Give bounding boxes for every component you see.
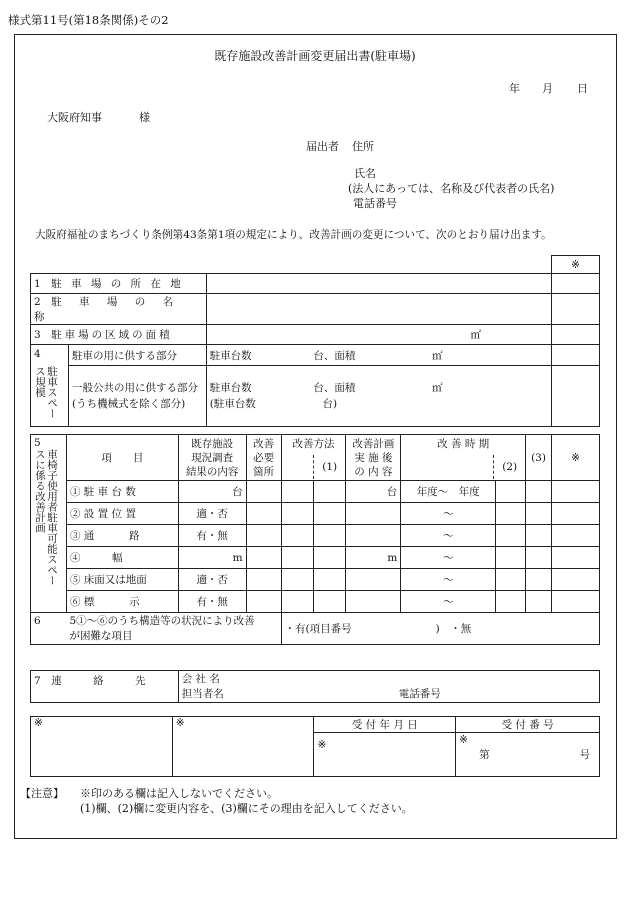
row3-num: 3 — [34, 329, 41, 341]
header-existing-2: 現況調査 — [191, 451, 234, 464]
contact-company: 会 社 名 — [181, 672, 220, 685]
row4b-sub-unit: 台) — [322, 398, 338, 410]
plan-value[interactable] — [346, 503, 401, 525]
section5-vertical-label: 車椅子使用者駐車可能スペースに係る改善計画 — [34, 449, 58, 586]
table-row — [31, 569, 600, 591]
notes-line1: ※印のある欄は記入しないでください。 — [80, 787, 278, 800]
office-mark1: ※ — [31, 717, 173, 777]
row2-mark — [552, 294, 600, 325]
plan-value[interactable] — [346, 591, 401, 613]
row3-unit: ㎡ — [470, 329, 482, 341]
date-month: 月 — [542, 82, 553, 95]
item-label: ③ 通 路 — [66, 525, 178, 547]
office-mark4: ※ — [459, 734, 468, 746]
plan-value[interactable] — [346, 525, 401, 547]
existing-value[interactable]: 適・否 — [178, 569, 246, 591]
row6-text1: 5①〜⑥のうち構造等の状況により改善 — [69, 614, 255, 627]
timing-value[interactable]: 〜 — [401, 547, 496, 569]
row4a-label: 駐車の用に供する部分 — [68, 345, 206, 366]
timing-value[interactable]: 〜 — [401, 591, 496, 613]
received-date-header: 受 付 年 月 日 — [314, 717, 456, 733]
header-mark: ※ — [552, 435, 600, 481]
item-label: ② 設 置 位 置 — [66, 503, 178, 525]
row3-value[interactable] — [206, 325, 551, 345]
timing-value[interactable]: 〜 — [401, 569, 496, 591]
row1-num: 1 — [34, 278, 41, 290]
contact-phone: 電話番号 — [398, 687, 441, 700]
existing-value[interactable]: m — [178, 547, 246, 569]
existing-value[interactable]: 有・無 — [178, 525, 246, 547]
table-row — [31, 481, 600, 503]
plan-value[interactable] — [346, 569, 401, 591]
item-label: ⑤ 床面又は地面 — [66, 569, 178, 591]
row4b-label1: 一般公共の用に供する部分 — [71, 382, 198, 394]
row4a-unit: 台、面積 — [313, 349, 356, 362]
date-year: 年 — [509, 82, 520, 95]
table-row — [31, 547, 600, 569]
row4b-value[interactable] — [206, 366, 551, 427]
row3-label: 駐車場の区域の面積 — [51, 329, 173, 341]
header-required-2: 必要 — [253, 451, 275, 464]
row2-value[interactable] — [206, 294, 551, 325]
mark-header: ※ — [552, 256, 600, 274]
row4b-sub: (駐車台数 — [209, 398, 256, 410]
addressee-honorific: 様 — [139, 111, 150, 124]
row4b-label2: (うち機械式を除く部分) — [71, 398, 186, 410]
header-existing-1: 既存施設 — [191, 437, 234, 450]
header-method-sub: (1) — [322, 461, 338, 473]
table-row — [31, 591, 600, 613]
row4-vertical-label: 駐車スペース規模 — [34, 366, 58, 419]
row6-num: 6 — [31, 613, 67, 645]
contact-table — [30, 670, 600, 703]
header-plan-1: 改善計画 — [352, 437, 395, 450]
row4b-mark — [552, 366, 600, 427]
row4a-count: 駐車台数 — [209, 349, 252, 362]
item-label: ⑥ 標 示 — [66, 591, 178, 613]
office-mark3: ※ — [314, 733, 456, 777]
page-title: 既存施設改善計画変更届出書(駐車場) — [214, 49, 416, 63]
improvement-table — [30, 434, 600, 645]
row6-text2: が困難な項目 — [69, 629, 133, 642]
header-required-3: 箇所 — [253, 465, 275, 478]
row4b-count: 駐車台数 — [209, 382, 252, 394]
facility-table — [30, 255, 600, 427]
row2-num: 2 — [34, 296, 41, 308]
row2-label: 駐 車 場 の 名 称 — [34, 296, 181, 323]
receipt-num-suffix: 号 — [579, 749, 590, 761]
table-row — [31, 525, 600, 547]
item-label: ① 駐 車 台 数 — [66, 481, 178, 503]
header-timing: 改 善 時 期 — [437, 438, 490, 450]
row1-label: 駐 車 場 の 所 在 地 — [51, 278, 184, 290]
notes-label: 【注意】 — [20, 787, 64, 800]
office-mark2: ※ — [172, 717, 314, 777]
addressee-name: 大阪府知事 — [47, 111, 102, 124]
header-method: 改善方法 — [292, 438, 335, 450]
row4a-value[interactable] — [206, 345, 551, 366]
notes-line2: (1)欄、(2)欄に変更内容を、(3)欄にその理由を記入してください。 — [80, 802, 413, 815]
row3-mark — [552, 325, 600, 345]
header-col3: (3) — [526, 435, 552, 481]
timing-value[interactable]: 〜 — [401, 503, 496, 525]
header-required-1: 改善 — [253, 437, 275, 450]
applicant-address: 住所 — [352, 140, 374, 153]
contact-person: 担当者名 — [181, 687, 224, 700]
row1-value[interactable] — [206, 274, 551, 294]
applicant-corp-note: (法人にあっては、名称及び代表者の氏名) — [348, 182, 555, 195]
existing-value[interactable]: 台 — [178, 481, 246, 503]
applicant-label: 届出者 — [306, 140, 339, 153]
applicant-name: 氏名 — [354, 167, 376, 180]
applicant-phone: 電話番号 — [353, 197, 397, 210]
table-row — [31, 503, 600, 525]
row6-choice[interactable]: ・有(項目番号 ) ・無 — [281, 613, 599, 645]
plan-value[interactable]: 台 — [346, 481, 401, 503]
contact-num: 7 — [34, 675, 41, 687]
plan-value[interactable]: m — [346, 547, 401, 569]
row1-mark — [552, 274, 600, 294]
item-label: ④ 幅 — [66, 547, 178, 569]
row4b-unit: 台、面積 — [313, 382, 356, 394]
header-existing-3: 結果の内容 — [185, 465, 239, 478]
header-plan-3: の 内 容 — [354, 465, 393, 478]
timing-value[interactable]: 〜 — [401, 525, 496, 547]
office-table — [30, 716, 600, 777]
receipt-num-prefix: 第 — [479, 749, 490, 761]
date-day: 日 — [577, 82, 588, 95]
contact-label: 連 絡 先 — [51, 675, 146, 687]
existing-value[interactable]: 有・無 — [178, 591, 246, 613]
row4b-area-unit: ㎡ — [432, 382, 443, 394]
timing-value[interactable]: 年度〜 年度 — [401, 481, 496, 503]
row4-num: 4 — [34, 348, 41, 360]
header-timing-sub: (2) — [502, 461, 518, 473]
form-label: 様式第11号(第18条関係)その2 — [8, 13, 169, 27]
row4a-area-unit: ㎡ — [432, 349, 443, 362]
row4a-mark — [552, 345, 600, 366]
received-num-header: 受 付 番 号 — [456, 717, 600, 733]
header-plan-2: 実 施 後 — [354, 451, 393, 464]
header-item: 項 目 — [66, 435, 178, 481]
statement: 大阪府福祉のまちづくり条例第43条第1項の規定により、改善計画の変更について、次のとおり届け出ます。 — [35, 229, 552, 241]
section5-num: 5 — [34, 437, 41, 449]
existing-value[interactable]: 適・否 — [178, 503, 246, 525]
